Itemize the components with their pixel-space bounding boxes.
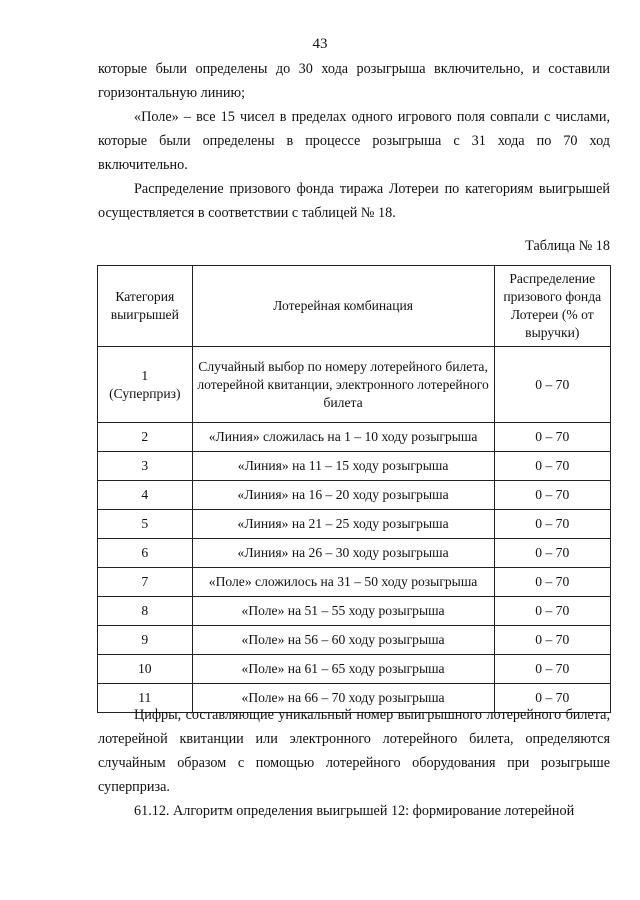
cell-distribution: 0 – 70 <box>494 539 610 568</box>
cell-combination: «Поле» на 61 – 65 ходу розыгрыша <box>192 655 494 684</box>
cell-distribution: 0 – 70 <box>494 684 610 713</box>
cell-category: 8 <box>98 597 193 626</box>
cell-category: 2 <box>98 423 193 452</box>
table-header-row <box>98 266 611 347</box>
table-row <box>98 655 611 684</box>
cell-category: 6 <box>98 539 193 568</box>
paragraph-superprize-digits: Цифры, составляющие уникальный номер выигрышного лотерейного билета, лотерейной квитанции или электронного лотерейного билета, определяются случайным образом с помощью лотерейного оборудования при розыгрыше суперприза. <box>98 707 610 795</box>
cell-category: 11 <box>98 684 193 713</box>
paragraph-prize-distribution: Распределение призового фонда тиража Лотереи по категориям выигрышей осуществляется в соответствии с таблицей № 18. <box>98 181 610 221</box>
cell-combination: «Линия» на 26 – 30 ходу розыгрыша <box>192 539 494 568</box>
cell-combination: «Поле» на 51 – 55 ходу розыгрыша <box>192 597 494 626</box>
cell-combination: «Линия» на 11 – 15 ходу розыгрыша <box>192 452 494 481</box>
cell-category: 9 <box>98 626 193 655</box>
category-note: (Суперприз) <box>109 385 181 401</box>
table-row <box>98 510 611 539</box>
cell-distribution: 0 – 70 <box>494 481 610 510</box>
table-row <box>98 423 611 452</box>
cell-combination: «Линия» на 21 – 25 ходу розыгрыша <box>192 510 494 539</box>
cell-combination: «Линия» на 16 – 20 ходу розыгрыша <box>192 481 494 510</box>
cell-category: 10 <box>98 655 193 684</box>
paragraph-line-definition: которые были определены до 30 хода розыгрыша включительно, и составили горизонтальную линию; <box>98 61 610 101</box>
header-combination: Лотерейная комбинация <box>192 266 494 347</box>
header-category: Категория выигрышей <box>98 266 193 347</box>
table-caption: Таблица № 18 <box>525 238 610 254</box>
table-row <box>98 597 611 626</box>
table-row <box>98 626 611 655</box>
cell-distribution: 0 – 70 <box>494 347 610 423</box>
page-number: 43 <box>312 36 328 52</box>
cell-distribution: 0 – 70 <box>494 452 610 481</box>
cell-combination: «Поле» сложилось на 31 – 50 ходу розыгрыша <box>192 568 494 597</box>
table-row <box>98 539 611 568</box>
cell-category: 5 <box>98 510 193 539</box>
cell-distribution: 0 – 70 <box>494 655 610 684</box>
cell-combination: «Линия» сложилась на 1 – 10 ходу розыгрыша <box>192 423 494 452</box>
cell-combination: Случайный выбор по номеру лотерейного билета, лотерейной квитанции, электронного лотерейного билета <box>192 347 494 423</box>
cell-category: 3 <box>98 452 193 481</box>
paragraph-field-definition: «Поле» – все 15 чисел в пределах одного игрового поля совпали с числами, которые были определены в процессе розыгрыша с 31 хода по 70 ход включительно. <box>98 109 610 173</box>
prize-distribution-table <box>97 265 611 713</box>
cell-combination: «Поле» на 56 – 60 ходу розыгрыша <box>192 626 494 655</box>
cell-distribution: 0 – 70 <box>494 597 610 626</box>
top-text-block <box>98 57 610 225</box>
table-row <box>98 481 611 510</box>
cell-distribution: 0 – 70 <box>494 510 610 539</box>
bottom-text-block <box>98 703 610 823</box>
cell-distribution: 0 – 70 <box>494 423 610 452</box>
table-row <box>98 452 611 481</box>
cell-category <box>98 347 193 423</box>
cell-combination: «Поле» на 66 – 70 ходу розыгрыша <box>192 684 494 713</box>
cell-distribution: 0 – 70 <box>494 568 610 597</box>
cell-category: 4 <box>98 481 193 510</box>
header-distribution: Распределение призового фонда Лотереи (% от выручки) <box>494 266 610 347</box>
paragraph-algorithm-12: 61.12. Алгоритм определения выигрышей 12: формирование лотерейной <box>134 803 575 819</box>
cell-category: 7 <box>98 568 193 597</box>
table-row <box>98 347 611 423</box>
cell-distribution: 0 – 70 <box>494 626 610 655</box>
table-row <box>98 568 611 597</box>
category-number: 1 <box>141 367 149 383</box>
